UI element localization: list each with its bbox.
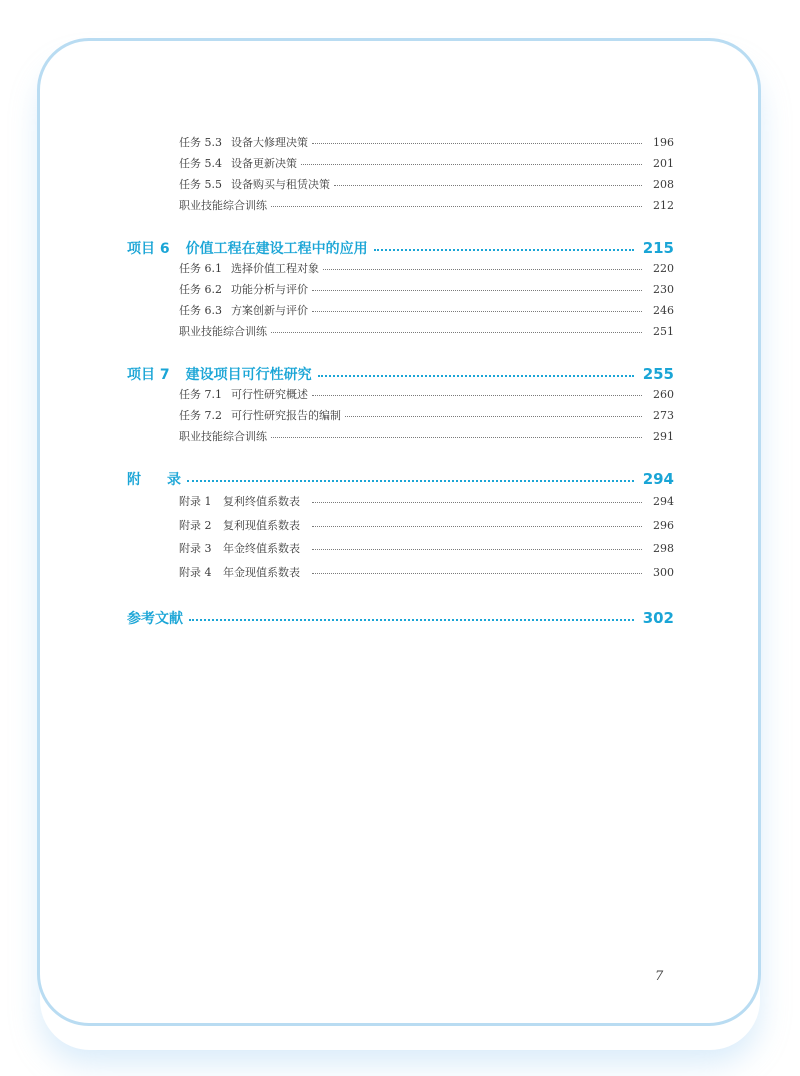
page-ref: 255	[642, 365, 674, 383]
dot-leader	[271, 437, 642, 438]
section-title: 价值工程在建设工程中的应用	[185, 241, 368, 257]
appendix-title: 复利终值系数表	[223, 495, 300, 508]
toc-entry[interactable]	[179, 406, 674, 424]
dot-leader	[312, 290, 642, 291]
dot-leader	[312, 549, 642, 550]
dot-leader	[312, 395, 642, 396]
dot-leader	[374, 249, 634, 251]
page-ref: 296	[653, 518, 674, 532]
dot-leader	[187, 480, 634, 482]
task-number: 任务 5.4	[179, 157, 222, 170]
task-title: 选择价值工程对象	[231, 262, 319, 275]
section-title: 参考文献	[127, 611, 183, 627]
task-number: 任务 6.1	[179, 262, 222, 275]
task-title: 可行性研究报告的编制	[231, 409, 341, 422]
dot-leader	[318, 375, 634, 377]
page-ref: 302	[642, 609, 674, 627]
dot-leader	[323, 269, 642, 270]
page-ref: 230	[653, 282, 674, 296]
page-ref: 294	[642, 470, 674, 488]
appendix-number: 附录 4	[179, 566, 212, 579]
toc-entry[interactable]	[179, 280, 674, 298]
task-title: 方案创新与评价	[231, 304, 308, 317]
section-title: 建设项目可行性研究	[185, 367, 312, 383]
dot-leader	[345, 416, 642, 417]
toc-entry-appendix[interactable]	[179, 539, 674, 557]
section-title: 录	[167, 472, 181, 488]
appendix-title: 复利现值系数表	[223, 519, 300, 532]
dot-leader	[271, 332, 642, 333]
page-ref: 298	[653, 541, 674, 555]
appendix-title: 年金终值系数表	[223, 542, 300, 555]
task-number: 任务 5.5	[179, 178, 222, 191]
task-number: 任务 6.2	[179, 283, 222, 296]
task-number: 任务 5.3	[179, 136, 222, 149]
toc-section-project-6[interactable]	[127, 237, 674, 259]
section-number: 项目 7	[127, 367, 170, 383]
toc-entry[interactable]	[179, 175, 674, 193]
page-ref: 196	[653, 135, 674, 149]
toc-entry-training[interactable]	[179, 427, 674, 445]
page-number: 7	[655, 969, 664, 984]
training-title: 职业技能综合训练	[179, 430, 267, 443]
page-ref: 220	[653, 261, 674, 275]
page-ref: 300	[653, 565, 674, 579]
toc-entry[interactable]	[179, 301, 674, 319]
training-title: 职业技能综合训练	[179, 325, 267, 338]
toc-entry[interactable]	[179, 385, 674, 403]
appendix-number: 附录 1	[179, 495, 212, 508]
page-ref: 251	[653, 324, 674, 338]
toc-entry[interactable]	[179, 133, 674, 151]
appendix-number: 附录 2	[179, 519, 212, 532]
dot-leader	[189, 619, 634, 621]
section-number: 附	[127, 472, 141, 488]
dot-leader	[312, 573, 642, 574]
appendix-title: 年金现值系数表	[223, 566, 300, 579]
toc-entry-appendix[interactable]	[179, 492, 674, 510]
toc-section-project-7[interactable]	[127, 363, 674, 385]
task-number: 任务 7.2	[179, 409, 222, 422]
page-ref: 208	[653, 177, 674, 191]
toc-entry-training[interactable]	[179, 196, 674, 214]
page-ref: 294	[653, 494, 674, 508]
toc-entry-training[interactable]	[179, 322, 674, 340]
dot-leader	[334, 185, 642, 186]
page-ref: 246	[653, 303, 674, 317]
toc-section-appendix[interactable]	[127, 468, 674, 490]
toc-entry-appendix[interactable]	[179, 563, 674, 581]
toc-section-references[interactable]	[127, 607, 674, 629]
task-title: 设备大修理决策	[231, 136, 308, 149]
task-title: 设备更新决策	[231, 157, 297, 170]
task-title: 可行性研究概述	[231, 388, 308, 401]
section-number: 项目 6	[127, 241, 170, 257]
page-ref: 215	[642, 239, 674, 257]
dot-leader	[312, 526, 642, 527]
dot-leader	[312, 502, 642, 503]
task-number: 任务 6.3	[179, 304, 222, 317]
dot-leader	[271, 206, 642, 207]
page-ref: 273	[653, 408, 674, 422]
task-title: 功能分析与评价	[231, 283, 308, 296]
toc-entry[interactable]	[179, 154, 674, 172]
dot-leader	[301, 164, 642, 165]
page-ref: 260	[653, 387, 674, 401]
dot-leader	[312, 311, 642, 312]
dot-leader	[312, 143, 642, 144]
page-ref: 212	[653, 198, 674, 212]
appendix-number: 附录 3	[179, 542, 212, 555]
training-title: 职业技能综合训练	[179, 199, 267, 212]
toc-entry[interactable]	[179, 259, 674, 277]
task-number: 任务 7.1	[179, 388, 222, 401]
toc-entry-appendix[interactable]	[179, 516, 674, 534]
page-ref: 201	[653, 156, 674, 170]
page-ref: 291	[653, 429, 674, 443]
task-title: 设备购买与租赁决策	[231, 178, 330, 191]
